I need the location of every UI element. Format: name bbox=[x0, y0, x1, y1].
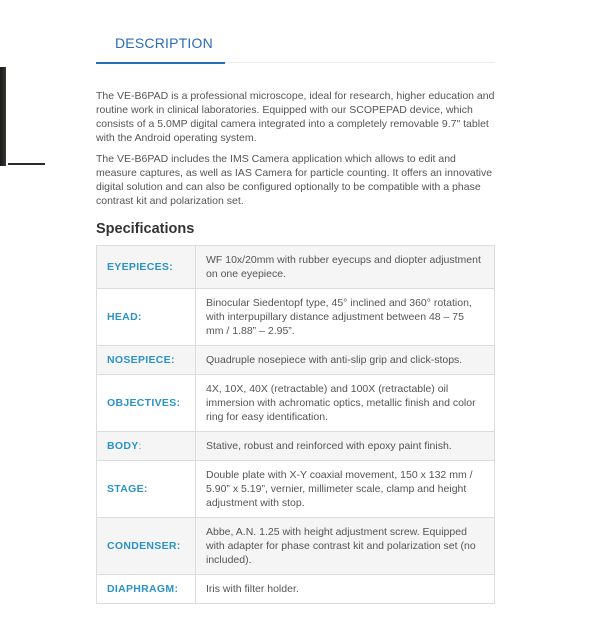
description-paragraph: The VE-B6PAD is a professional microscope, ideal for research, higher education and routine work in clinical laboratories. Equipped with our SCOPEPAD device, which consists of a 5.0MP digital camera integrated into a completely removable 9.7" tablet with the Android operating system. bbox=[96, 90, 495, 144]
spec-value: WF 10x/20mm with rubber eyecups and diopter adjustment on one eyepiece. bbox=[196, 246, 495, 289]
spec-label: HEAD: bbox=[97, 289, 196, 346]
spec-label: OBJECTIVES: bbox=[97, 375, 196, 432]
specifications-heading: Specifications bbox=[96, 221, 195, 237]
spec-label-cell bbox=[97, 432, 196, 461]
tab-description[interactable]: DESCRIPTION bbox=[115, 35, 213, 51]
table-row bbox=[97, 346, 495, 375]
table-row bbox=[97, 518, 495, 575]
active-tab-indicator bbox=[96, 62, 225, 64]
table-row bbox=[97, 432, 495, 461]
table-row bbox=[97, 461, 495, 518]
product-image-base-line bbox=[8, 163, 45, 165]
product-details bbox=[96, 0, 495, 604]
spec-label: BODY bbox=[107, 440, 139, 452]
spec-value: Abbe, A.N. 1.25 with height adjustment screw. Equipped with adapter for phase contrast kit and polarization set (no included). bbox=[196, 518, 495, 575]
description-paragraph: The VE-B6PAD includes the IMS Camera application which allows to edit and measure captures, as well as IAS Camera for particle counting. It offers an innovative digital solution and can also be configured optionally to be compatible with a phase contrast kit and polarization set. bbox=[96, 153, 493, 207]
spec-label: DIAPHRAGM: bbox=[97, 575, 196, 604]
spec-value: Quadruple nosepiece with anti-slip grip and click-stops. bbox=[196, 346, 495, 375]
spec-value: Double plate with X-Y coaxial movement, 150 x 132 mm / 5.90” x 5.19”, vernier, millimeter scale, clamp and height adjustment with stop. bbox=[196, 461, 495, 518]
description-body bbox=[96, 89, 495, 208]
spec-value: 4X, 10X, 40X (retractable) and 100X (retractable) oil immersion with achromatic optics, metallic finish and color ring for easy identification. bbox=[196, 375, 495, 432]
table-row bbox=[97, 375, 495, 432]
table-row bbox=[97, 246, 495, 289]
spec-value: Iris with filter holder. bbox=[196, 575, 495, 604]
product-image-fragment bbox=[0, 67, 6, 166]
spec-label: CONDENSER: bbox=[97, 518, 196, 575]
table-row bbox=[97, 289, 495, 346]
spec-value: Stative, robust and reinforced with epoxy paint finish. bbox=[196, 432, 495, 461]
specifications-table bbox=[96, 245, 495, 604]
table-row bbox=[97, 575, 495, 604]
spec-label: EYEPIECES: bbox=[97, 246, 196, 289]
spec-value: Binocular Siedentopf type, 45° inclined and 360° rotation, with interpupillary distance adjustment between 48 – 75 mm / 1.88” – 2.95”. bbox=[196, 289, 495, 346]
spec-label: NOSEPIECE: bbox=[97, 346, 196, 375]
spec-label-colon: : bbox=[138, 440, 142, 452]
spec-label: STAGE: bbox=[97, 461, 196, 518]
tab-bar bbox=[96, 0, 495, 64]
